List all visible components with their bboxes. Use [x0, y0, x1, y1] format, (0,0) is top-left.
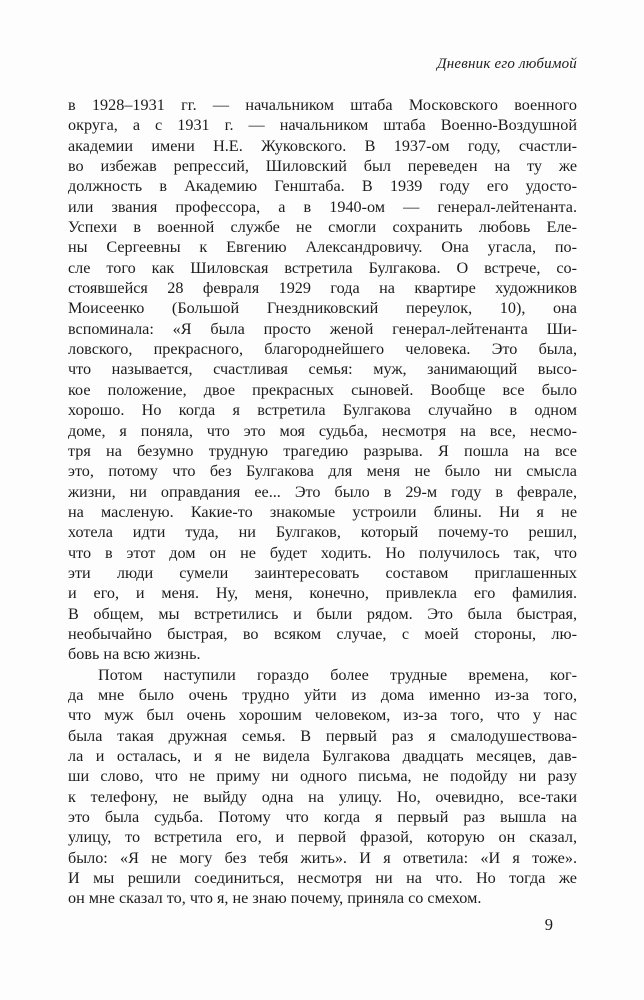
text-line: В общем, мы встретились и были рядом. Это была быстрая, — [68, 604, 577, 623]
text-line: он мне сказал то, что я, не знаю почему, приняла со смехом. — [68, 889, 482, 908]
paragraph — [68, 95, 577, 665]
text-line: кое положение, двое прекрасных сыновей. Вообще все было — [68, 380, 577, 399]
text-line: да мне было очень трудно уйти из дома именно из-за того, — [68, 685, 577, 704]
text-line: к телефону, не выйду одна на улицу. Но, очевидно, все-таки — [68, 787, 577, 806]
text-line: это была судьба. Потому что когда я первый раз вышла на — [68, 808, 577, 827]
paragraph — [68, 665, 577, 909]
text-line: бовь на всю жизнь. — [68, 645, 201, 664]
body-text — [68, 95, 577, 909]
text-line: что муж был очень хорошим человеком, из-за того, что у нас — [68, 706, 577, 725]
text-line: хорошо. Но когда я встретила Булгакова случайно в одном — [68, 401, 577, 420]
text-line: Успехи в военной службе не смогли сохранить любовь Еле- — [68, 218, 577, 237]
text-line: академии имени Н.Е. Жуковского. В 1937-ом году, счастли- — [68, 136, 577, 155]
text-line: округа, а с 1931 г. — начальником штаба Военно-Воздушной — [68, 116, 577, 135]
running-header: Дневник его любимой — [437, 56, 577, 72]
text-line: сле того как Шиловская встретила Булгакова. О встрече, со- — [68, 258, 577, 277]
text-line: что в этот дом он не будет ходить. Но получилось так, что — [68, 543, 577, 562]
text-line: или звания профессора, а в 1940-ом — генерал-лейтенанта. — [68, 197, 577, 216]
text-line: была такая дружная семья. В первый раз я смалодушествова- — [68, 726, 577, 745]
text-line: Моисеенко (Большой Гнездниковский переулок, 10), она — [68, 299, 577, 318]
text-line: хотела идти туда, ни Булгаков, который почему-то решил, — [68, 523, 577, 542]
page-number: 9 — [544, 915, 553, 934]
text-line: И мы решили соединиться, несмотря ни на что. Но тогда же — [68, 869, 577, 888]
text-line: стоявшейся 28 февраля 1929 года на квартире художников — [68, 279, 577, 298]
text-line: было: «Я не могу без тебя жить». И я ответила: «И я тоже». — [68, 848, 577, 867]
text-line: ши слово, что не приму ни одного письма, не подойду ни разу — [68, 767, 577, 786]
text-line: ловского, прекрасного, благороднейшего человека. Это была, — [68, 340, 577, 359]
text-line: ны Сергеевны к Евгению Александровичу. Она угасла, по- — [68, 238, 577, 257]
text-line: тря на безумно трудную трагедию разрыва. Я пошла на все — [68, 441, 577, 460]
text-line: вспоминала: «Я была просто женой генерал-лейтенанта Ши- — [68, 319, 577, 338]
text-line: что называется, счастливая семья: муж, занимающий высо- — [68, 360, 577, 379]
text-line: в 1928–1931 гг. — начальником штаба Московского военного — [68, 96, 577, 114]
text-line: улицу, то встретила его, и первой фразой, которую он сказал, — [68, 828, 577, 847]
text-line: на масленую. Какие-то знакомые устроили блины. Ни я не — [68, 502, 577, 521]
text-line: доме, я поняла, что это моя судьба, несмотря на все, несмо- — [68, 421, 577, 440]
text-line: эти люди сумели заинтересовать составом приглашенных — [68, 563, 577, 582]
text-line: и его, и меня. Ну, меня, конечно, привлекла его фамилия. — [68, 584, 577, 603]
text-line: это, потому что без Булгакова для меня не было ни смысла — [68, 462, 577, 481]
text-line: Потом наступили гораздо более трудные времена, ког- — [98, 665, 577, 684]
text-line: во избежав репрессий, Шиловский был переведен на ту же — [68, 157, 577, 176]
text-line: должность в Академию Генштаба. В 1939 году его удосто- — [68, 177, 577, 196]
text-line: ла и осталась, и я не видела Булгакова двадцать месяцев, дав- — [68, 747, 577, 765]
text-line: жизни, ни оправдания ее... Это было в 29-м году в феврале, — [68, 482, 577, 501]
text-line: необычайно быстрая, во всяком случае, с моей стороны, лю- — [68, 624, 577, 643]
